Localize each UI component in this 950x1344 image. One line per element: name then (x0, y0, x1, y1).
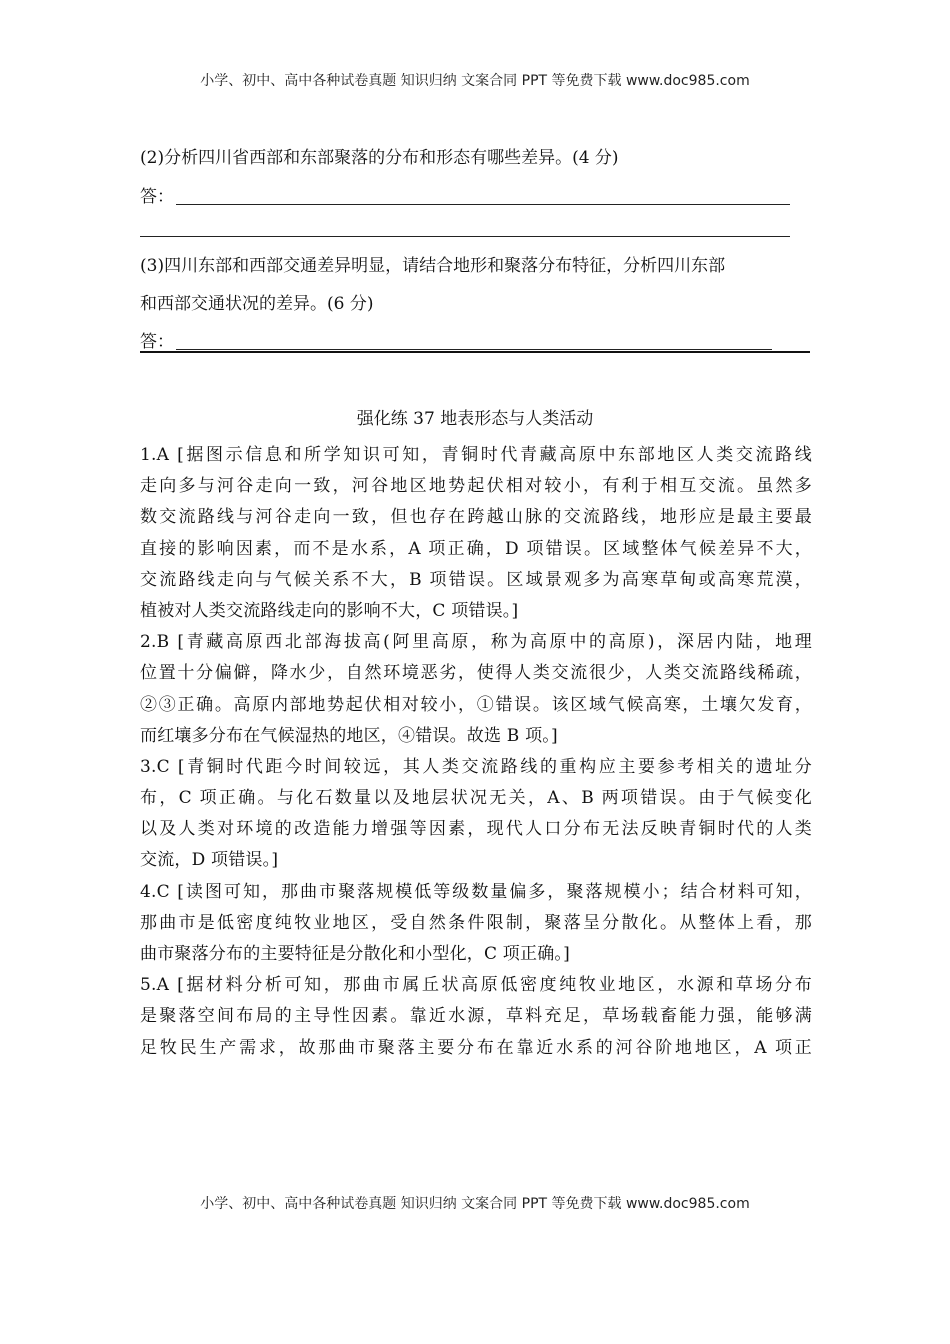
answer-line: 是聚落空间布局的主导性因素。靠近水源，草料充足，草场载畜能力强，能够满 (140, 1006, 812, 1027)
answer-item (140, 440, 812, 627)
answer-line: ②③正确。高原内部地势起伏相对较小，①错误。该区域气候高寒，土壤欠发育， (140, 694, 812, 715)
section-title: 强化练 37 地表形态与人类活动 (356, 409, 594, 429)
answer-line: 直接的影响因素，而不是水系，A 项正确，D 项错误。区域整体气候差异不大， (140, 538, 812, 559)
answer-line: 布，C 项正确。与化石数量以及地层状况无关，A、B 两项错误。由于气候变化 (140, 788, 812, 809)
answer-item (140, 627, 812, 752)
answer-key (140, 440, 812, 1064)
answer-line: 位置十分偏僻，降水少，自然环境恶劣，使得人类交流很少，人类交流路线稀疏， (140, 663, 812, 684)
answer-blank-line[interactable] (176, 349, 772, 350)
page-footer: 小学、初中、高中各种试卷真题 知识归纳 文案合同 PPT 等免费下载 www.doc985.com (200, 1196, 750, 1212)
question-3-text-line-1: (3)四川东部和西部交通差异明显，请结合地形和聚落分布特征，分析四川东部 (140, 256, 726, 276)
answer-line: 走向多与河谷走向一致，河谷地区地势起伏相对较小，有利于相互交流。虽然多 (140, 476, 812, 497)
answer-line: 1.A [据图示信息和所学知识可知，青铜时代青藏高原中东部地区人类交流路线 (140, 445, 812, 465)
answer-line: 数交流路线与河谷走向一致，但也存在跨越山脉的交流路线，地形应是最主要最 (140, 507, 812, 528)
answer-line: 4.C [读图可知，那曲市聚落规模低等级数量偏多，聚落规模小；结合材料可知， (140, 881, 812, 902)
question-2-text: (2)分析四川省西部和东部聚落的分布和形态有哪些差异。(4 分) (140, 148, 619, 168)
question-3-answer-row[interactable] (140, 327, 812, 351)
answer-line: 足牧民生产需求，故那曲市聚落主要分布在靠近水系的河谷阶地地区，A 项正 (140, 1037, 812, 1058)
section-divider (140, 351, 810, 353)
answer-label: 答： (140, 332, 174, 352)
answer-item (140, 970, 812, 1064)
answer-line: 以及人类对环境的改造能力增强等因素，现代人口分布无法反映青铜时代的人类 (140, 819, 812, 840)
answer-blank-line[interactable] (140, 236, 790, 237)
answer-line: 交流，D 项错误。] (140, 850, 279, 871)
answer-blank-line[interactable] (176, 204, 790, 205)
answer-line: 3.C [青铜时代距今时间较远，其人类交流路线的重构应主要参考相关的遗址分 (140, 756, 812, 777)
answer-line: 交流路线走向与气候关系不大，B 项错误。区域景观多为高寒草甸或高寒荒漠， (140, 569, 812, 590)
question-3-text-line-2: 和西部交通状况的差异。(6 分) (140, 294, 374, 314)
answer-item (140, 752, 812, 877)
answer-line: 那曲市是低密度纯牧业地区，受自然条件限制，聚落呈分散化。从整体上看，那 (140, 912, 812, 933)
answer-line: 而红壤多分布在气候湿热的地区，④错误。故选 B 项。] (140, 725, 558, 746)
answer-line: 2.B [青藏高原西北部海拔高(阿里高原，称为高原中的高原)，深居内陆，地理 (140, 632, 812, 653)
answer-line: 曲市聚落分布的主要特征是分散化和小型化，C 项正确。] (140, 944, 570, 964)
answer-line: 植被对人类交流路线走向的影响不大，C 项错误。] (140, 600, 519, 621)
answer-line: 5.A [据材料分析可知，那曲市属丘状高原低密度纯牧业地区，水源和草场分布 (140, 975, 812, 996)
question-2-answer-row[interactable] (140, 182, 812, 206)
answer-item (140, 877, 812, 971)
page-header: 小学、初中、高中各种试卷真题 知识归纳 文案合同 PPT 等免费下载 www.doc985.com (200, 73, 750, 89)
answer-label: 答： (140, 187, 174, 207)
